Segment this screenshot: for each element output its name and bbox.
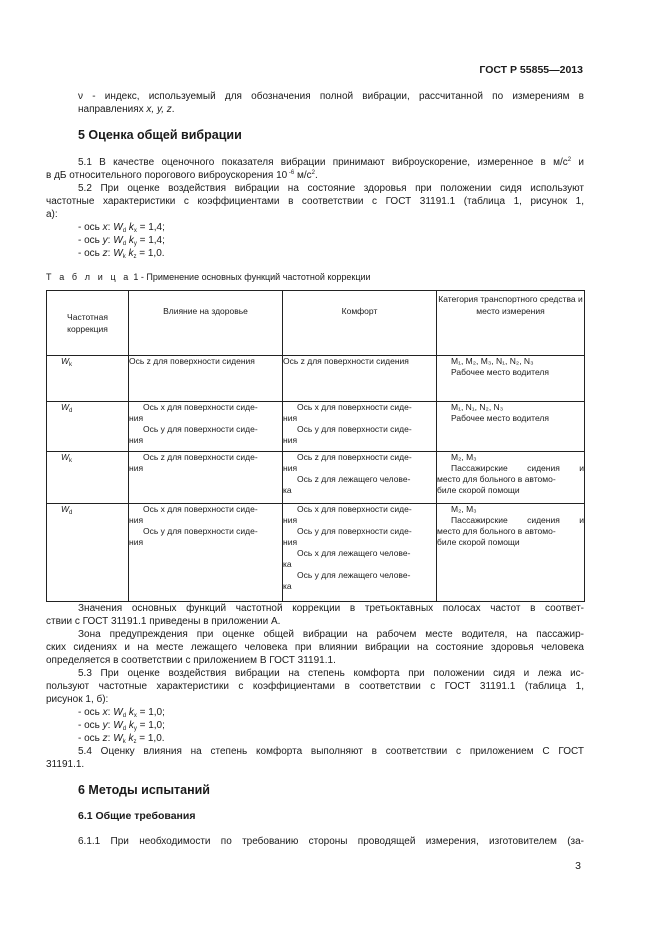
cell-line: ния [283,537,298,547]
axis-name: x [102,707,108,718]
at-p2-text-1: Зона предупреждения при оценке общей вибрации на рабочем месте водителя, на пассажир- [78,629,584,640]
p52-line-2 [46,195,584,208]
correction-sub: d [69,510,73,516]
cell-category [437,402,585,452]
intro-text-1: ν - индекс, используемый для обозначения полной вибрации, рассчитанной по измерениям в [78,91,584,102]
axis-name: z [102,733,108,744]
page-number: 3 [575,860,581,872]
k-sub: x [133,228,137,234]
axis-prefix: - ось [78,720,103,731]
correction-sub: d [69,408,73,414]
cell-line: Ось x для поверхности сиде- [143,504,258,514]
weight-symbol: W [113,707,123,718]
intro-line-2 [78,103,584,116]
cell-line: Пассажирские сидения и [451,515,584,525]
p51-sup: 2 [567,157,572,163]
section-5-title: 5 Оценка общей вибрации [78,128,242,142]
p53-text-1: 5.3 При оценке воздействия вибрации на степень комфорта при положении сидя и лежа ис- [78,668,584,679]
cell-line: ка [283,581,292,591]
axis-name: x [102,222,108,233]
weight-sub: k [122,739,126,745]
axis-value: = 1,4; [136,235,165,246]
document-number: ГОСТ Р 55855—2013 [479,64,583,76]
cell-line: Ось y для поверхности сиде- [297,526,412,536]
table-header-row [47,291,585,356]
cell-health [129,452,283,504]
p51-line2-unit: м/с [294,170,312,181]
correction-table [46,290,585,602]
cell-line: ния [129,515,144,525]
cell-line: Ось y для поверхности сиде- [143,526,258,536]
k-symbol: k [128,248,134,259]
weight-sub: d [122,241,127,247]
section-6-title: 6 Методы испытаний [78,783,210,797]
p52-line-3: а): [46,209,58,220]
weight-sub: d [122,713,127,719]
weight-sub: d [122,726,127,732]
cell-line: M₁, M₂, M₃, N₁, N₂, N₃ [451,356,534,366]
cell-health [129,356,283,402]
correction-sub: k [69,362,73,368]
cell-line: Ось z для лежащего челове- [297,474,411,484]
table-row [47,356,585,402]
at-p2-line-1 [78,628,584,641]
intro-text-2: направлениях [78,104,147,115]
correction-symbol: W [61,452,70,462]
p53-line-3: рисунок 1, б): [46,694,109,705]
weight-symbol: W [113,222,123,233]
cell-line: ния [283,413,298,423]
cell-line: ка [283,485,292,495]
axis-item-1: - ось x: $W_d$ $k_x = 1,4$; [78,222,165,234]
axis-name: z [102,248,108,259]
axis2-item-2: - ось y: $W_d$ $k_y = 1,0$; [78,720,165,732]
cell-comfort [283,504,437,602]
cell-line: место для больного в автомо- [437,526,556,536]
p51-line2-end: . [315,170,318,181]
k-symbol: k [128,720,134,731]
weight-symbol: W [113,248,123,259]
k-symbol: k [128,222,134,233]
cell-health [129,504,283,602]
axis-value: = 1,0; [136,720,165,731]
cell-line: Ось z для поверхности сидения [283,356,409,366]
cell-health [129,402,283,452]
p52-line-1 [78,182,584,195]
cell-line: ния [129,537,144,547]
intro-text-2-end: . [171,104,175,115]
th-health: Влияние на здоровье [129,291,283,356]
table-row [47,452,585,504]
cell-category [437,356,585,402]
cell-correction [47,452,129,504]
p611-text-1: 6.1.1 При необходимости по требованию стороны проводящей измерения, изготовителем (за- [78,836,584,847]
k-symbol: k [128,707,134,718]
cell-line: Рабочее место водителя [451,413,549,423]
cell-line: Ось x для лежащего челове- [297,548,411,558]
cell-category [437,452,585,504]
axis-value: = 1,0. [136,733,165,744]
cell-line: Ось y для лежащего челове- [297,570,411,580]
cell-line: Ось z для поверхности сиде- [297,452,412,462]
th-comfort: Комфорт [283,291,437,356]
axis-prefix: - ось [78,248,103,259]
k-sub: y [133,726,137,732]
p54-line-1 [78,745,584,758]
axis-value: = 1,0. [136,248,165,259]
intro-line-1 [78,90,584,103]
cell-line: биле скорой помощи [437,537,520,547]
correction-symbol: W [61,356,70,366]
k-symbol: k [128,235,134,246]
k-sub: z [133,739,137,745]
cell-line: Ось z для поверхности сиде- [143,452,258,462]
weight-symbol: W [113,720,123,731]
k-sub: z [133,254,137,260]
at-p1-text-1: Значения основных функций частотной коррекции в третьоктавных полосах частот в соответ- [78,603,584,614]
correction-symbol: W [61,504,70,514]
at-p2-line-2 [46,641,584,654]
cell-line: Ось z для поверхности сидения [129,356,255,366]
at-p1-line-1 [78,602,584,615]
cell-line: Ось x для поверхности сиде- [297,402,412,412]
cell-comfort [283,356,437,402]
cell-line: Рабочее место водителя [451,367,549,377]
k-symbol: k [128,733,134,744]
axis-name: y [102,235,108,246]
p54-line-2: 31191.1. [46,759,85,770]
cell-line: ния [283,463,298,473]
p51-line-1 [78,156,584,169]
cell-line: ния [129,435,144,445]
p51-line-2 [46,169,552,182]
p51-line2-sup: -6 [287,170,295,176]
at-p2-line-3: определяется в соответствии с приложением В ГОСТ 31191.1. [46,655,336,666]
cell-line: место для больного в автомо- [437,474,556,484]
cell-category [437,504,585,602]
table-caption-text: 1 - Применение основных функций частотной коррекции [130,272,371,282]
cell-line: M₂, M₃ [451,504,477,514]
th-correction: Частотная коррекция [47,291,129,356]
intro-axes: x, y, z [146,104,172,115]
cell-correction [47,356,129,402]
table-caption [46,272,371,282]
table-row [47,504,585,602]
cell-line: Ось x для поверхности сиде- [297,504,412,514]
table-row [47,402,585,452]
correction-symbol: W [61,402,70,412]
weight-sub: k [122,254,126,260]
cell-line: ния [283,515,298,525]
table-caption-label: Т а б л и ц а [46,272,131,282]
at-p1-line-2: ствии с ГОСТ 31191.1 приведены в приложении А. [46,616,281,627]
at-p2-text-2: ских сидениях и на месте лежащего человека при влиянии вибрации на состояние здоровья человека [46,642,584,653]
axis-value: = 1,0; [136,707,165,718]
cell-comfort [283,452,437,504]
correction-sub: k [69,458,73,464]
p53-line-2 [46,680,584,693]
p51-line2-text: в дБ относительного порогового виброускорения 10 [46,170,288,181]
p54-text-1: 5.4 Оценку влияния на степень комфорта выполняют в соответствии с приложением С ГОСТ [78,746,584,757]
p51-text: 5.1 В качестве оценочного показателя вибрации принимают виброускорение, измеренное в м/с [78,157,568,168]
weight-symbol: W [113,235,123,246]
cell-line: ния [129,463,144,473]
cell-correction [47,504,129,602]
cell-line: Ось y для поверхности сиде- [143,424,258,434]
cell-line: Ось x для поверхности сиде- [143,402,258,412]
p53-line-1 [78,667,584,680]
axis-value: = 1,4; [136,222,165,233]
p52-text-1: 5.2 При оценке воздействия вибрации на состояние здоровья при положении сидя используют [78,183,584,194]
axis-prefix: - ось [78,733,103,744]
cell-line: ка [283,559,292,569]
axis-name: y [102,720,108,731]
p51-text-end: и [571,157,584,168]
p53-text-2: пользуют частотные характеристики с коэффициентами в соответствии с ГОСТ 31191.1 (таблица 1, [46,681,584,692]
p51-line2-sup2: 2 [311,170,315,176]
cell-comfort [283,402,437,452]
cell-line: Ось y для поверхности сиде- [297,424,412,434]
axis2-item-3: - ось z: $W_k$ $k_z = 1,0$. [78,733,165,745]
cell-line: M₁, N₁, N₂, N₃ [451,402,504,412]
p611-line-1 [78,835,584,848]
axis-item-2: - ось y: $W_d$ $k_y = 1,4$; [78,235,165,247]
k-sub: y [133,241,137,247]
axis-prefix: - ось [78,235,103,246]
th-category: Категория транспортного средства и место измерения [437,291,585,356]
cell-line: ния [283,435,298,445]
k-sub: x [133,713,137,719]
cell-line: ния [129,413,144,423]
weight-symbol: W [113,733,123,744]
cell-correction [47,402,129,452]
axis-prefix: - ось [78,222,103,233]
cell-line: M₂, M₃ [451,452,477,462]
cell-line: биле скорой помощи [437,485,520,495]
axis-prefix: - ось [78,707,103,718]
axis-item-3: - ось z: $W_k$ $k_z = 1,0$. [78,248,165,260]
cell-line: Пассажирские сидения и [451,463,584,473]
axis2-item-1: - ось x: $W_d$ $k_x = 1,0$; [78,707,165,719]
weight-sub: d [122,228,127,234]
p52-text-2: частотные характеристики с коэффициентами в соответствии с ГОСТ 31191.1 (таблица 1, рисунок 1, [46,196,584,207]
subsection-6-1-title: 6.1 Общие требования [78,810,196,822]
